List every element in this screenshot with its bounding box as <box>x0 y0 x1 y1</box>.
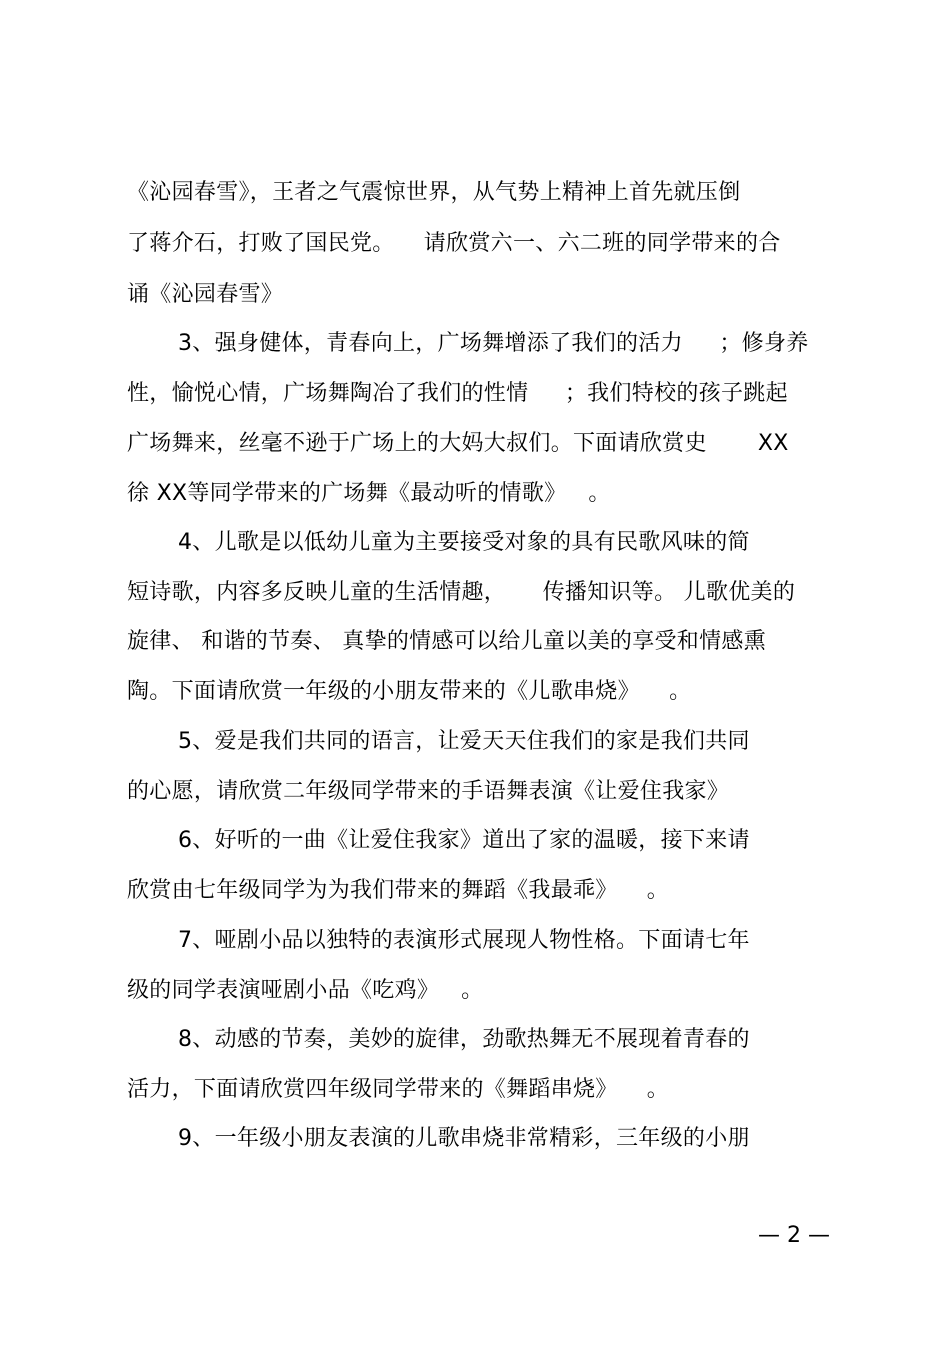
text-line: 了蒋介石，打败了国民党。 请欣赏六一、六二班的同学带来的合 <box>127 231 781 256</box>
text-line: 徐 XX等同学带来的广场舞《最动听的情歌》 。 <box>127 481 611 506</box>
text-line: 《沁园春雪》，王者之气震惊世界，从气势上精神上首先就压倒 <box>127 180 741 205</box>
paragraph-start: 6、好听的一曲《让爱住我家》道出了家的温暖，接下来请 <box>178 828 750 853</box>
text-line: 旋律、 和谐的节奏、 真挚的情感可以给儿童以美的享受和情感熏 <box>127 629 766 654</box>
text-line: 诵《沁园春雪》 <box>127 282 284 307</box>
paragraph-start: 8、动感的节奏，美妙的旋律，劲歌热舞无不展现着青春的 <box>178 1027 750 1052</box>
paragraph-start: 9、一年级小朋友表演的儿歌串烧非常精彩，三年级的小朋 <box>178 1126 750 1151</box>
text-line: 短诗歌，内容多反映儿童的生活情趣， 传播知识等。 儿歌优美的 <box>127 580 796 605</box>
page-number: — 2 — <box>758 1223 830 1248</box>
paragraph-start: 4、儿歌是以低幼儿童为主要接受对象的具有民歌风味的简 <box>178 530 750 555</box>
text-line: 活力，下面请欣赏四年级同学带来的《舞蹈串烧》 。 <box>127 1077 670 1102</box>
text-line: 广场舞来，丝毫不逊于广场上的大妈大叔们。下面请欣赏史 XX <box>127 431 789 456</box>
paragraph-start: 7、哑剧小品以独特的表演形式展现人物性格。下面请七年 <box>178 928 750 953</box>
text-line: 的心愿，请欣赏二年级同学带来的手语舞表演《让爱住我家》 <box>127 779 730 804</box>
text-line: 陶。下面请欣赏一年级的小朋友带来的《儿歌串烧》 。 <box>127 679 692 704</box>
paragraph-start: 5、爱是我们共同的语言，让爱天天住我们的家是我们共同 <box>178 729 750 754</box>
text-line: 性，愉悦心情，广场舞陶冶了我们的性情 ；我们特校的孩子跳起 <box>127 381 788 406</box>
text-line: 级的同学表演哑剧小品《吃鸡》 。 <box>127 978 484 1003</box>
paragraph-start: 3、强身健体，青春向上，广场舞增添了我们的活力 ；修身养 <box>178 331 809 356</box>
text-line: 欣赏由七年级同学为为我们带来的舞蹈《我最乖》 。 <box>127 878 670 903</box>
